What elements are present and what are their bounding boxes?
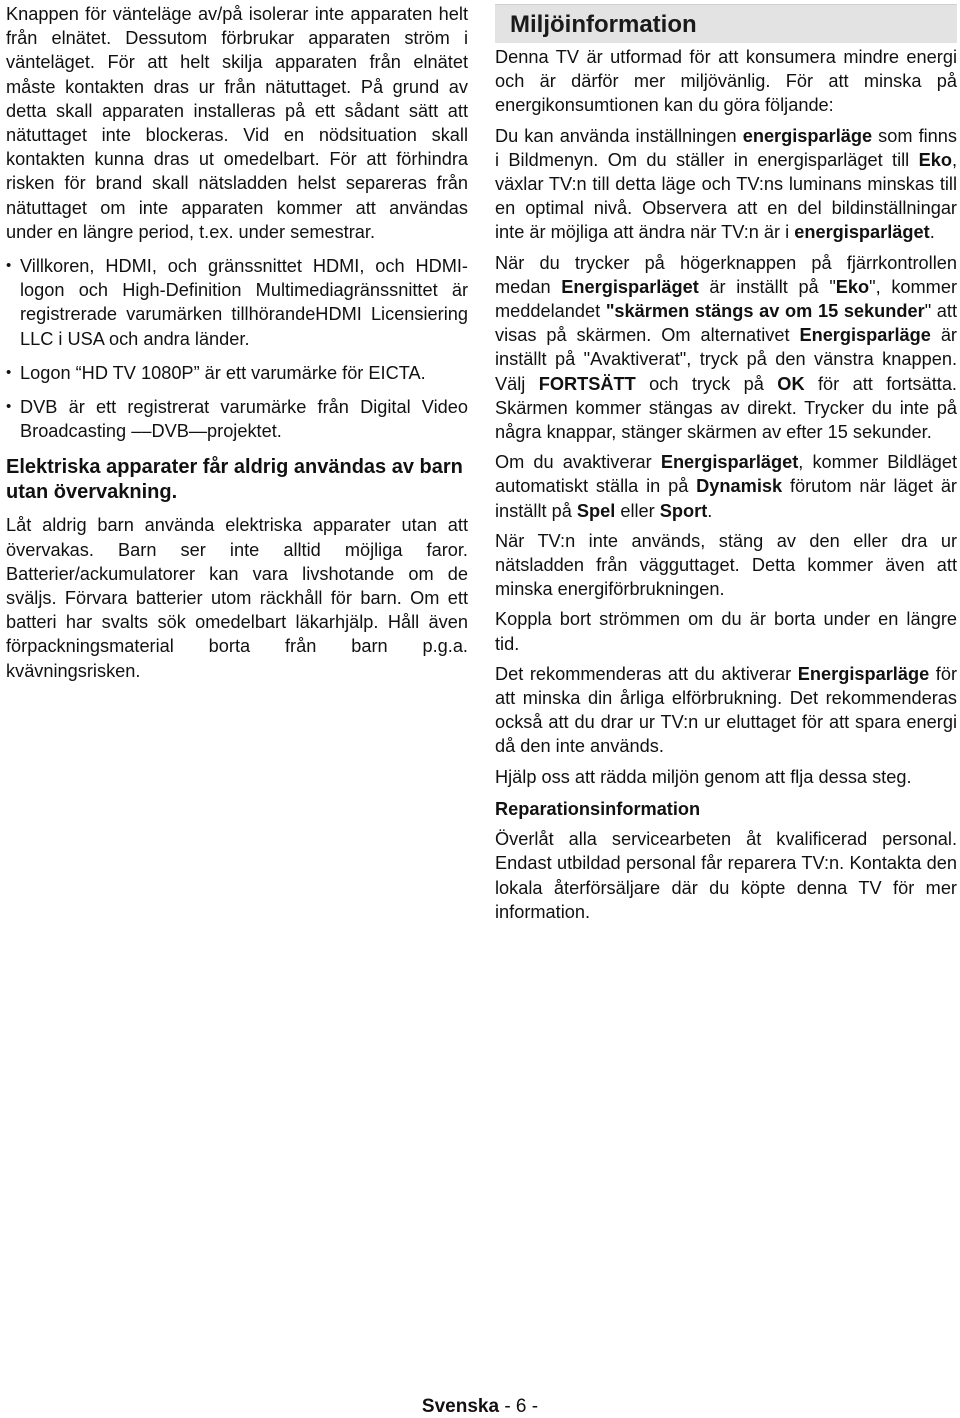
right-column (495, 0, 957, 924)
page-footer (0, 1396, 960, 1418)
disconnect-paragraph: Koppla bort strömmen om du är borta under en längre tid. (495, 609, 957, 654)
repair-info-paragraph: Överlåt alla servicearbeten åt kvalificerad personal. Endast utbildad personal får reparera TV:n. Kontakta den lokala återförsäljare där du köpte denna TV för mer information. (495, 829, 957, 922)
hdtv-logo-bullet: • Logon “HD TV 1080P” är ett varumärke för EICTA. (6, 361, 468, 385)
dvb-trademark-bullet: • DVB är ett registrerat varumärke från Digital Video Broadcasting ––DVB—projektet. (6, 395, 468, 443)
help-environment-paragraph: Hjälp oss att rädda miljön genom att flja dessa steg. (495, 766, 912, 787)
child-safety-paragraph: Låt aldrig barn använda elektriska apparater utan att övervakas. Barn ser inte alltid möjliga faror. Batterier/ackumulatorer kan vara livshotande om de sväljs. Förvara batterier utom räckhåll för barn. Om ett batteri har svalts sök omedelbart läkarhjälp. Håll även förpackningsmaterial borta från barn p.g.a. kvävningsrisken. (6, 515, 468, 681)
environment-info-title: Miljöinformation (495, 4, 957, 43)
repair-info-heading: Reparationsinformation (495, 798, 701, 819)
environment-intro-paragraph: Denna TV är utformad för att konsumera mindre energi och är därför mer miljövänlig. För att minska på energikonsumtionen kan du göra följande: (495, 47, 957, 116)
power-safety-paragraph: Knappen för vänteläge av/på isolerar inte apparaten helt från elnätet. Dessutom förbrukar apparaten ström i vänteläget. För att helt skilja apparaten från elnätet måste kontakten dras ur från nätuttaget. På grund av detta skall apparaten installeras på ett sådant sätt att nätuttaget inte blockeras. Vid en nödsituation skall kontakten kunna dras ut omedelbart. För att förhindra risken för brand skall nätsladden helst separeras från nätuttaget om inte apparaten kommer att användas under en längre period, t.ex. under semestrar. (6, 4, 468, 242)
left-column (6, 0, 468, 683)
footer-page-number: - 6 - (504, 1396, 539, 1417)
recommendation-paragraph: Det rekommenderas att du aktiverar Energisparläge för att minska din årliga elförbrukning. Det rekommenderas också att du drar ur TV:n ur eluttaget för att spara energi då den inte används. (495, 663, 958, 757)
remote-button-paragraph: När du trycker på högerknappen på fjärrkontrollen medan Energisparläget är inställt på "Eko", kommer meddelandet "skärmen stängs av om 15 sekunder" att visas på skärmen. Om alternativet Energisparläge är inställt på "Avaktiverat", tryck på den vänstra knappen. Välj FORTSÄTT och tryck på OK för att fortsätta. Skärmen kommer stängas av direkt. Trycker du inte på några knappar, stänger skärmen av efter 15 sekunder. (495, 252, 958, 443)
hdmi-trademark-bullet: • Villkoren, HDMI, och gränssnittet HDMI, och HDMI-logon och High-Definition Multimediagränssnittet är registrerade varumärken tillhörandeHDMI Licensiering LLC i USA och andra länder. (6, 254, 468, 351)
deactivate-paragraph: Om du avaktiverar Energisparläget, kommer Bildläget automatiskt ställa in på Dynamisk förutom när läget är inställt på Spel eller Sport. (495, 452, 958, 521)
energy-saving-paragraph: Du kan använda inställningen energisparläge som finns i Bildmenyn. Om du ställer in energisparläget till Eko, växlar TV:n till detta läge och TV:ns luminans minskas till en optimal nivå. Observera att en del bildinställningar inte är möjliga att ändra när TV:n är i energisparläget. (495, 125, 958, 243)
unplug-paragraph: När TV:n inte används, stäng av den eller dra ur nätsladden från vägguttaget. Detta kommer även att minska energiförbrukningen. (495, 530, 957, 600)
footer-language: Svenska (421, 1396, 500, 1417)
child-safety-heading: Elektriska apparater får aldrig användas av barn utan övervakning. (6, 456, 463, 503)
